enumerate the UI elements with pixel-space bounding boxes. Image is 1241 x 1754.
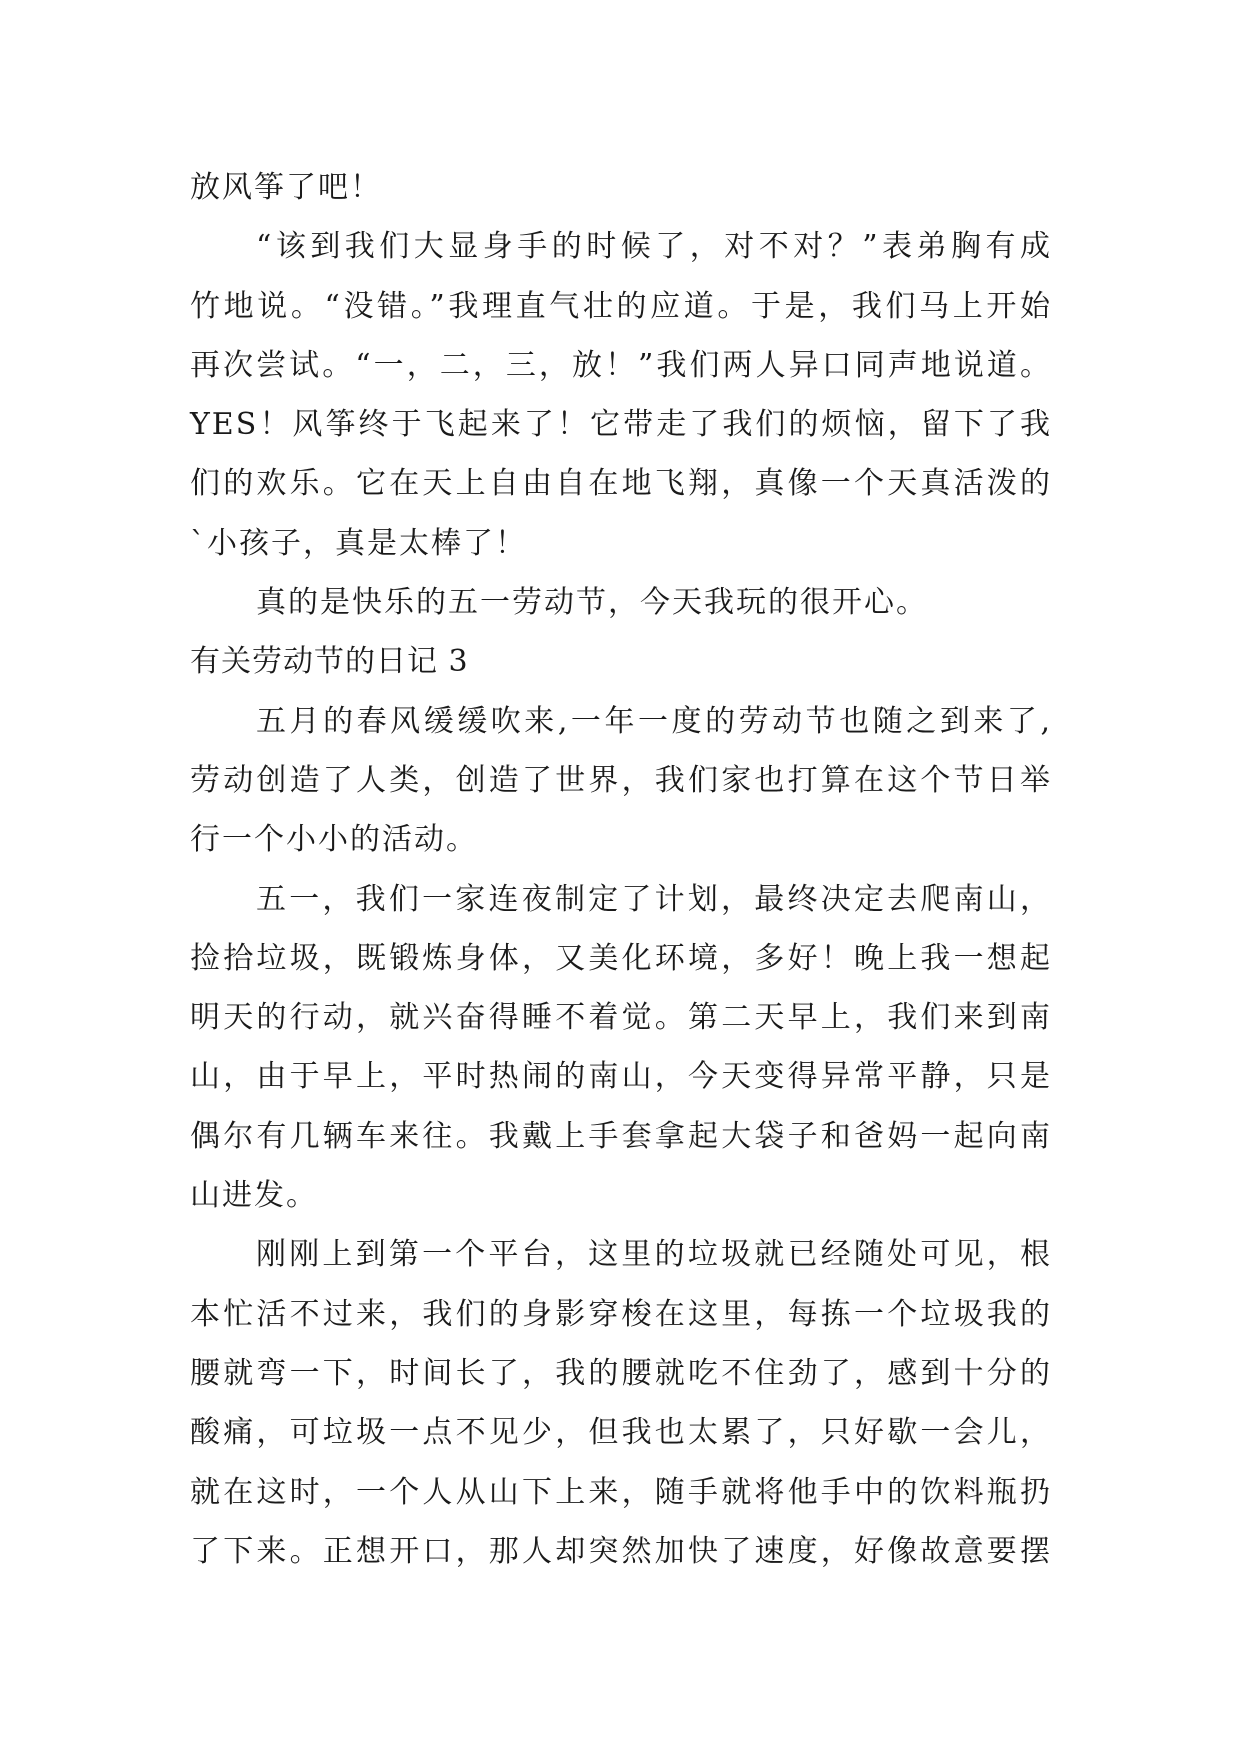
paragraph-line: 们的欢乐。它在天上自由自在地飞翔，真像一个天真活泼的 — [190, 466, 1052, 502]
paragraph-line: 再次尝试。“一，二，三，放！”我们两人异口同声地说道。 — [190, 347, 1052, 383]
paragraph-line: 了下来。正想开口，那人却突然加快了速度，好像故意要摆 — [190, 1533, 1052, 1569]
paragraph-line: “该到我们大显身手的时候了，对不对？”表弟胸有成 — [256, 229, 1052, 265]
section-heading: 有关劳动节的日记 3 — [190, 644, 469, 680]
paragraph-line: 酸痛，可垃圾一点不见少，但我也太累了，只好歇一会儿， — [190, 1415, 1052, 1451]
document-body — [190, 158, 1052, 1581]
paragraph-line: 明天的行动，就兴奋得睡不着觉。第二天早上，我们来到南 — [190, 1000, 1052, 1036]
paragraph-line: 五月的春风缓缓吹来,一年一度的劳动节也随之到来了, — [256, 703, 1052, 739]
paragraph-line: 刚刚上到第一个平台，这里的垃圾就已经随处可见，根 — [256, 1237, 1052, 1273]
paragraph-line: 五一，我们一家连夜制定了计划，最终决定去爬南山， — [256, 881, 1052, 917]
paragraph-line: `小孩子，真是太棒了！ — [190, 525, 527, 561]
paragraph-line: 放风筝了吧！ — [190, 170, 382, 205]
paragraph-line: 山进发。 — [190, 1178, 318, 1214]
paragraph-line: 竹地说。“没错。”我理直气壮的应道。于是，我们马上开始 — [190, 288, 1052, 324]
paragraph-line: 劳动创造了人类，创造了世界，我们家也打算在这个节日举 — [190, 762, 1052, 798]
paragraph-line: 偶尔有几辆车来往。我戴上手套拿起大袋子和爸妈一起向南 — [190, 1118, 1052, 1154]
paragraph-line: 就在这时，一个人从山下上来，随手就将他手中的饮料瓶扔 — [190, 1474, 1052, 1510]
paragraph-line: YES！风筝终于飞起来了！它带走了我们的烦恼，留下了我 — [190, 407, 1052, 443]
paragraph-line: 真的是快乐的五一劳动节，今天我玩的很开心。 — [256, 585, 928, 621]
paragraph-line: 本忙活不过来，我们的身影穿梭在这里，每拣一个垃圾我的 — [190, 1296, 1052, 1332]
paragraph-line: 腰就弯一下，时间长了，我的腰就吃不住劲了，感到十分的 — [190, 1355, 1052, 1391]
paragraph-line: 行一个小小的活动。 — [190, 822, 478, 858]
paragraph-line: 山，由于早上，平时热闹的南山，今天变得异常平静，只是 — [190, 1059, 1052, 1095]
paragraph-line: 捡拾垃圾，既锻炼身体，又美化环境，多好！晚上我一想起 — [190, 940, 1052, 976]
